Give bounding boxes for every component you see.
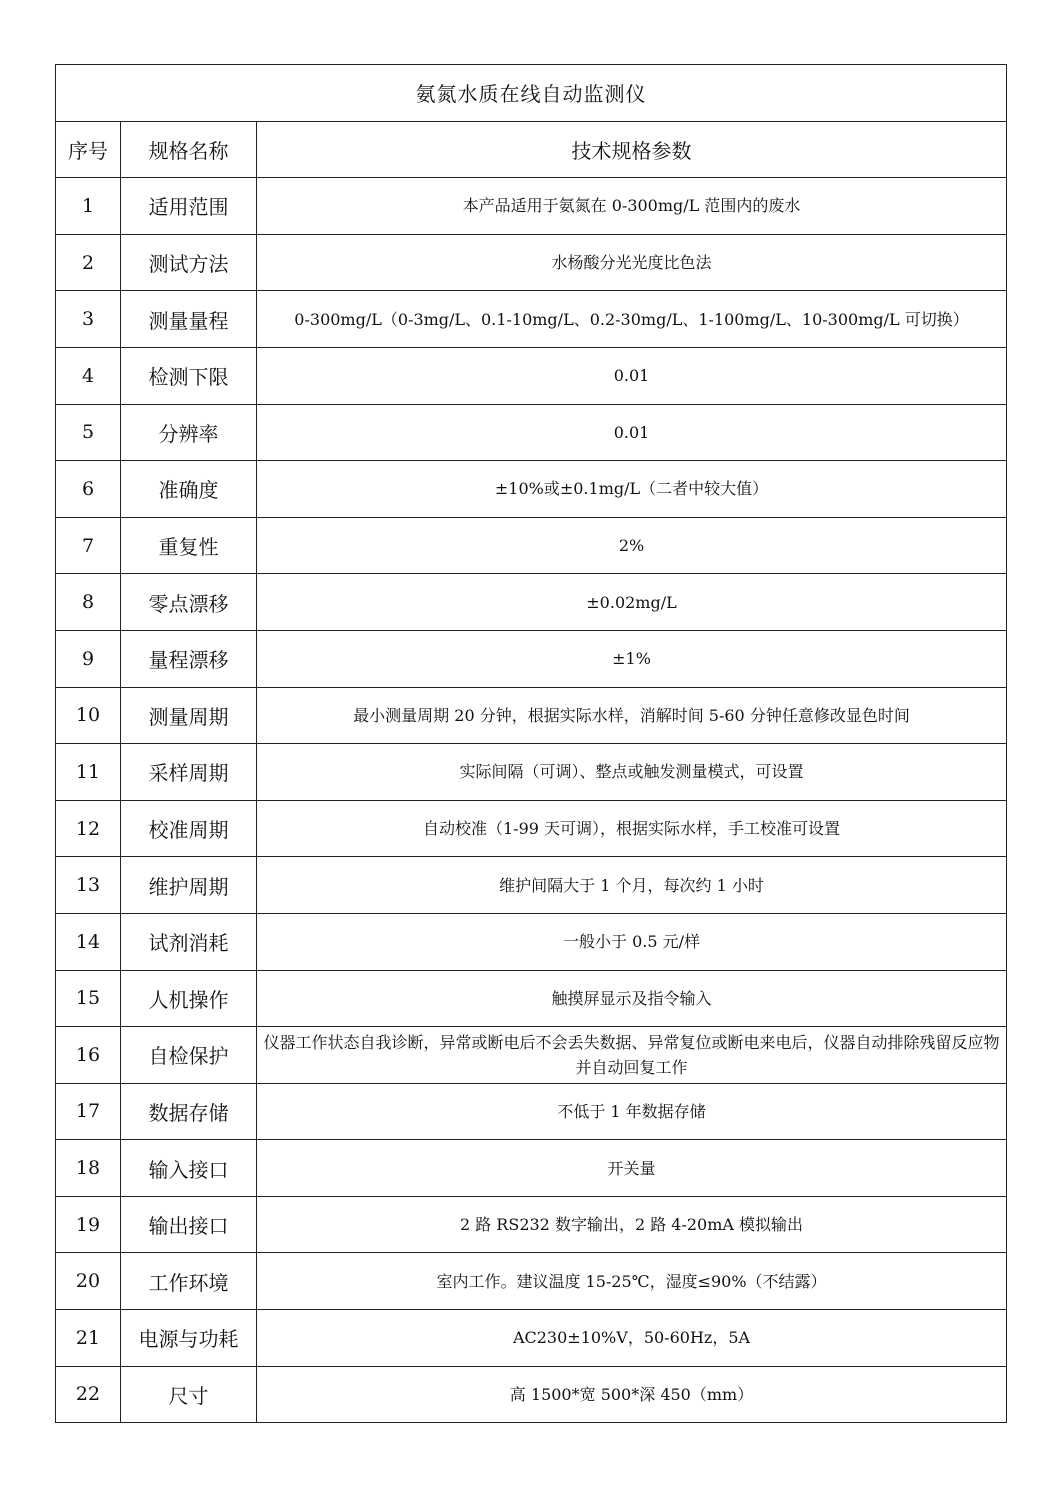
row-number: 10 xyxy=(56,687,121,744)
table-row xyxy=(56,574,1007,631)
spec-name: 测量周期 xyxy=(121,687,257,744)
table-title-row xyxy=(56,65,1007,122)
row-number: 21 xyxy=(56,1310,121,1367)
row-number: 4 xyxy=(56,347,121,404)
spec-name: 尺寸 xyxy=(121,1366,257,1423)
spec-value: 0.01 xyxy=(257,404,1007,461)
row-number: 8 xyxy=(56,574,121,631)
spec-name: 适用范围 xyxy=(121,178,257,235)
row-number: 17 xyxy=(56,1083,121,1140)
spec-name: 零点漂移 xyxy=(121,574,257,631)
table-row xyxy=(56,800,1007,857)
table-row xyxy=(56,234,1007,291)
table-row xyxy=(56,517,1007,574)
table-row xyxy=(56,1140,1007,1197)
spec-table-body xyxy=(56,65,1007,1423)
spec-name: 试剂消耗 xyxy=(121,913,257,970)
spec-value: 开关量 xyxy=(257,1140,1007,1197)
spec-value: 0-300mg/L（0-3mg/L、0.1-10mg/L、0.2-30mg/L、1-100mg/L、10-300mg/L 可切换） xyxy=(257,291,1007,348)
spec-name: 重复性 xyxy=(121,517,257,574)
spec-value: 触摸屏显示及指令输入 xyxy=(257,970,1007,1027)
spec-value: 维护间隔大于 1 个月，每次约 1 小时 xyxy=(257,857,1007,914)
row-number: 19 xyxy=(56,1196,121,1253)
row-number: 18 xyxy=(56,1140,121,1197)
spec-name: 电源与功耗 xyxy=(121,1310,257,1367)
spec-name: 自检保护 xyxy=(121,1027,257,1084)
spec-name: 采样周期 xyxy=(121,744,257,801)
spec-value: 最小测量周期 20 分钟，根据实际水样，消解时间 5-60 分钟任意修改显色时间 xyxy=(257,687,1007,744)
table-row xyxy=(56,291,1007,348)
spec-value: ±1% xyxy=(257,630,1007,687)
table-row xyxy=(56,744,1007,801)
spec-name: 人机操作 xyxy=(121,970,257,1027)
table-row xyxy=(56,1310,1007,1367)
spec-name: 检测下限 xyxy=(121,347,257,404)
row-number: 7 xyxy=(56,517,121,574)
spec-value: 室内工作。建议温度 15-25℃，湿度≤90%（不结露） xyxy=(257,1253,1007,1310)
spec-value: 一般小于 0.5 元/样 xyxy=(257,913,1007,970)
table-row xyxy=(56,1083,1007,1140)
spec-value: ±0.02mg/L xyxy=(257,574,1007,631)
spec-value: 实际间隔（可调）、整点或触发测量模式，可设置 xyxy=(257,744,1007,801)
table-row xyxy=(56,1196,1007,1253)
spec-name: 校准周期 xyxy=(121,800,257,857)
row-number: 3 xyxy=(56,291,121,348)
row-number: 22 xyxy=(56,1366,121,1423)
table-row xyxy=(56,1366,1007,1423)
row-number: 13 xyxy=(56,857,121,914)
row-number: 11 xyxy=(56,744,121,801)
spec-name: 测试方法 xyxy=(121,234,257,291)
row-number: 9 xyxy=(56,630,121,687)
spec-value: 仪器工作状态自我诊断，异常或断电后不会丢失数据、异常复位或断电来电后，仪器自动排除残留反应物并自动回复工作 xyxy=(257,1027,1007,1084)
row-number: 16 xyxy=(56,1027,121,1084)
row-number: 12 xyxy=(56,800,121,857)
spec-value: 水杨酸分光光度比色法 xyxy=(257,234,1007,291)
spec-name: 输入接口 xyxy=(121,1140,257,1197)
spec-name: 测量量程 xyxy=(121,291,257,348)
spec-name: 工作环境 xyxy=(121,1253,257,1310)
row-number: 1 xyxy=(56,178,121,235)
table-header-row xyxy=(56,121,1007,178)
table-row xyxy=(56,687,1007,744)
spec-value: 2 路 RS232 数字输出，2 路 4-20mA 模拟输出 xyxy=(257,1196,1007,1253)
spec-name: 输出接口 xyxy=(121,1196,257,1253)
spec-name: 维护周期 xyxy=(121,857,257,914)
spec-value: 高 1500*宽 500*深 450（mm） xyxy=(257,1366,1007,1423)
spec-value: ±10%或±0.1mg/L（二者中较大值） xyxy=(257,461,1007,518)
table-row xyxy=(56,970,1007,1027)
spec-name: 准确度 xyxy=(121,461,257,518)
spec-value: 不低于 1 年数据存储 xyxy=(257,1083,1007,1140)
row-number: 20 xyxy=(56,1253,121,1310)
table-row xyxy=(56,857,1007,914)
header-value: 技术规格参数 xyxy=(257,121,1007,178)
row-number: 15 xyxy=(56,970,121,1027)
table-title: 氨氮水质在线自动监测仪 xyxy=(56,65,1007,122)
spec-name: 数据存储 xyxy=(121,1083,257,1140)
spec-value: 2% xyxy=(257,517,1007,574)
table-row xyxy=(56,1027,1007,1084)
table-row xyxy=(56,913,1007,970)
table-row xyxy=(56,630,1007,687)
row-number: 6 xyxy=(56,461,121,518)
header-name: 规格名称 xyxy=(121,121,257,178)
spec-value: AC230±10%V，50-60Hz，5A xyxy=(257,1310,1007,1367)
spec-value: 本产品适用于氨氮在 0-300mg/L 范围内的废水 xyxy=(257,178,1007,235)
spec-name: 分辨率 xyxy=(121,404,257,461)
spec-name: 量程漂移 xyxy=(121,630,257,687)
row-number: 5 xyxy=(56,404,121,461)
table-row xyxy=(56,461,1007,518)
spec-value: 自动校准（1-99 天可调），根据实际水样，手工校准可设置 xyxy=(257,800,1007,857)
table-row xyxy=(56,1253,1007,1310)
header-no: 序号 xyxy=(56,121,121,178)
table-row xyxy=(56,347,1007,404)
table-row xyxy=(56,404,1007,461)
spec-value: 0.01 xyxy=(257,347,1007,404)
row-number: 2 xyxy=(56,234,121,291)
spec-table xyxy=(55,64,1007,1423)
row-number: 14 xyxy=(56,913,121,970)
table-row xyxy=(56,178,1007,235)
